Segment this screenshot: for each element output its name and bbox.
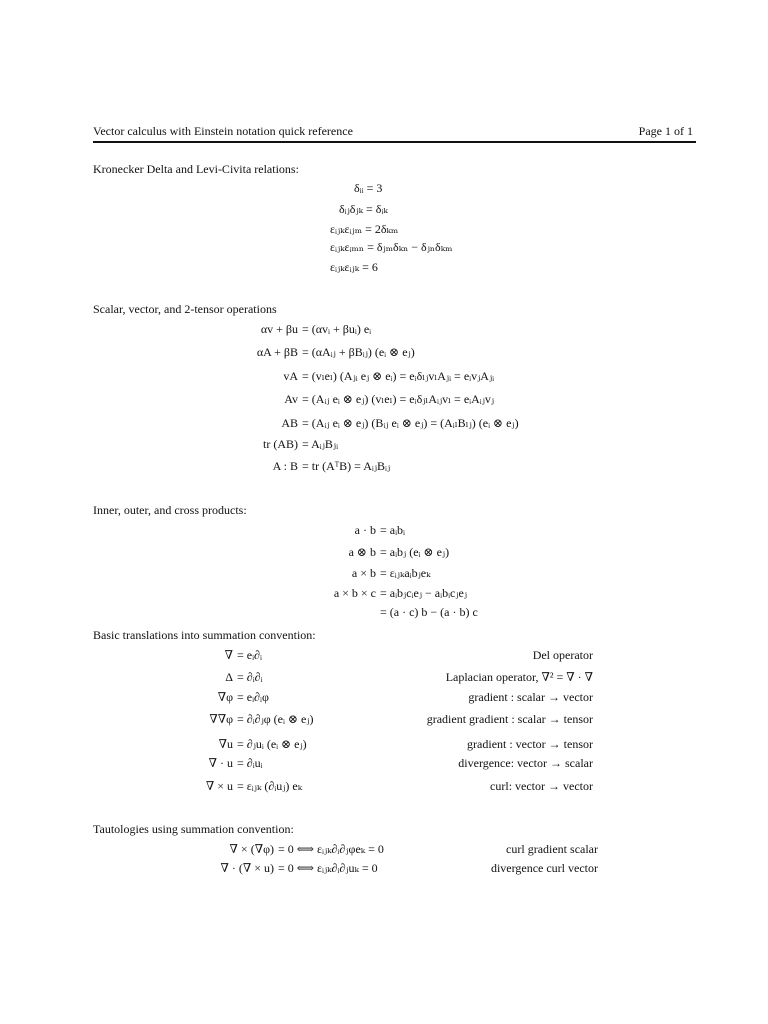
tautology-rhs: = 0 ⟺ εᵢⱼₖ∂ᵢ∂ⱼuₖ = 0 bbox=[278, 861, 378, 875]
kronecker-eq: δᵢⱼδⱼₖ = δᵢₖ bbox=[339, 202, 388, 216]
tensor-eq-rhs: = (αvᵢ + βuᵢ) eᵢ bbox=[302, 322, 372, 336]
translation-lhs: ∇∇φ bbox=[209, 712, 233, 726]
tautology-desc: curl gradient scalar bbox=[506, 842, 598, 856]
section-title-kronecker: Kronecker Delta and Levi-Civita relations: bbox=[93, 162, 299, 176]
translation-rhs: = ∂ᵢuᵢ bbox=[237, 756, 263, 770]
translation-lhs: ∇u bbox=[218, 737, 233, 751]
section-title-products: Inner, outer, and cross products: bbox=[93, 503, 247, 517]
product-eq-rhs: = εᵢⱼₖaᵢbⱼeₖ bbox=[380, 566, 431, 580]
translation-desc: divergence: vector → scalar bbox=[458, 756, 593, 770]
translation-rhs: = ∂ⱼuᵢ (eᵢ ⊗ eⱼ) bbox=[237, 737, 307, 751]
translation-rhs: = ∂ᵢ∂ⱼφ (eᵢ ⊗ eⱼ) bbox=[237, 712, 314, 726]
tensor-eq-lhs: αA + βB bbox=[256, 345, 298, 359]
tensor-eq-rhs: = AᵢⱼBⱼᵢ bbox=[302, 437, 339, 451]
tensor-eq-rhs: = (vₗeₗ) (Aⱼᵢ eⱼ ⊗ eᵢ) = eᵢδₗⱼvₗAⱼᵢ = eᵢvⱼAⱼᵢ bbox=[302, 369, 495, 383]
tensor-eq-rhs: = (Aᵢⱼ eᵢ ⊗ eⱼ) (Bᵢⱼ eᵢ ⊗ eⱼ) = (AᵢₗBₗⱼ) (eᵢ ⊗ eⱼ) bbox=[302, 416, 519, 430]
tensor-eq-lhs: A : B bbox=[272, 459, 298, 473]
translation-lhs: ∇ bbox=[224, 648, 233, 662]
kronecker-eq: δᵢᵢ = 3 bbox=[354, 181, 383, 195]
translation-lhs: ∇φ bbox=[217, 690, 233, 704]
kronecker-eq: εᵢⱼₖεᵢⱼₘ = 2δₖₘ bbox=[330, 222, 399, 236]
tensor-eq-lhs: Av bbox=[284, 392, 298, 406]
product-eq-rhs: = aᵢbⱼcᵢeⱼ − aᵢbᵢcⱼeⱼ bbox=[380, 586, 468, 600]
section-title-tautologies: Tautologies using summation convention: bbox=[93, 822, 294, 836]
product-eq-lhs: a × b bbox=[351, 566, 376, 580]
translation-desc: Del operator bbox=[532, 648, 593, 662]
kronecker-eq: εᵢⱼₖεᵢₘₙ = δⱼₘδₖₙ − δⱼₙδₖₘ bbox=[330, 240, 453, 254]
translation-desc: Laplacian operator, ∇² = ∇ · ∇ bbox=[445, 670, 593, 684]
page-indicator: Page 1 of 1 bbox=[638, 124, 693, 138]
translation-desc: curl: vector → vector bbox=[490, 779, 593, 793]
translation-desc: gradient : vector → tensor bbox=[467, 737, 593, 751]
tensor-eq-lhs: tr (AB) bbox=[263, 437, 298, 451]
tensor-eq-lhs: vA bbox=[283, 369, 298, 383]
translation-lhs: ∇ × u bbox=[205, 779, 233, 793]
tensor-eq-lhs: αv + βu bbox=[260, 322, 298, 336]
tensor-eq-rhs: = tr (AᵀB) = AᵢⱼBᵢⱼ bbox=[302, 459, 391, 473]
product-eq-lhs: a × b × c bbox=[333, 586, 376, 600]
tensor-eq-rhs: = (Aᵢⱼ eᵢ ⊗ eⱼ) (vₗeₗ) = eᵢδⱼₗAᵢⱼvₗ = eᵢAᵢⱼvⱼ bbox=[302, 392, 495, 406]
document-title: Vector calculus with Einstein notation quick reference bbox=[93, 124, 353, 138]
translation-rhs: = eᵢ∂ᵢφ bbox=[237, 690, 269, 704]
tautology-lhs: ∇ × (∇φ) bbox=[229, 842, 274, 856]
section-title-tensor-ops: Scalar, vector, and 2-tensor operations bbox=[93, 302, 277, 316]
tautology-lhs: ∇ · (∇ × u) bbox=[220, 861, 274, 875]
tautology-rhs: = 0 ⟺ εᵢⱼₖ∂ᵢ∂ⱼφeₖ = 0 bbox=[278, 842, 384, 856]
translation-desc: gradient gradient : scalar → tensor bbox=[426, 712, 593, 726]
header-rule bbox=[93, 141, 696, 143]
translation-rhs: = ∂ᵢ∂ᵢ bbox=[237, 670, 263, 684]
translation-rhs: = eᵢ∂ᵢ bbox=[237, 648, 262, 662]
product-eq-lhs: a ⊗ b bbox=[348, 545, 376, 559]
translation-desc: gradient : scalar → vector bbox=[468, 690, 593, 704]
translation-lhs: ∇ · u bbox=[208, 756, 233, 770]
tensor-eq-rhs: = (αAᵢⱼ + βBᵢⱼ) (eᵢ ⊗ eⱼ) bbox=[302, 345, 415, 359]
kronecker-eq: εᵢⱼₖεᵢⱼₖ = 6 bbox=[330, 260, 378, 274]
section-title-translations: Basic translations into summation convention: bbox=[93, 628, 316, 642]
product-eq-rhs: = aᵢbⱼ (eᵢ ⊗ eⱼ) bbox=[380, 545, 450, 559]
translation-lhs: Δ bbox=[225, 670, 233, 684]
tensor-eq-lhs: AB bbox=[281, 416, 298, 430]
product-eq-rhs: = aᵢbᵢ bbox=[380, 523, 406, 537]
product-eq-lhs: a · b bbox=[354, 523, 376, 537]
translation-rhs: = εᵢⱼₖ (∂ᵢuⱼ) eₖ bbox=[237, 779, 303, 793]
tautology-desc: divergence curl vector bbox=[490, 861, 598, 875]
product-eq-rhs: = (a · c) b − (a · b) c bbox=[380, 605, 478, 619]
